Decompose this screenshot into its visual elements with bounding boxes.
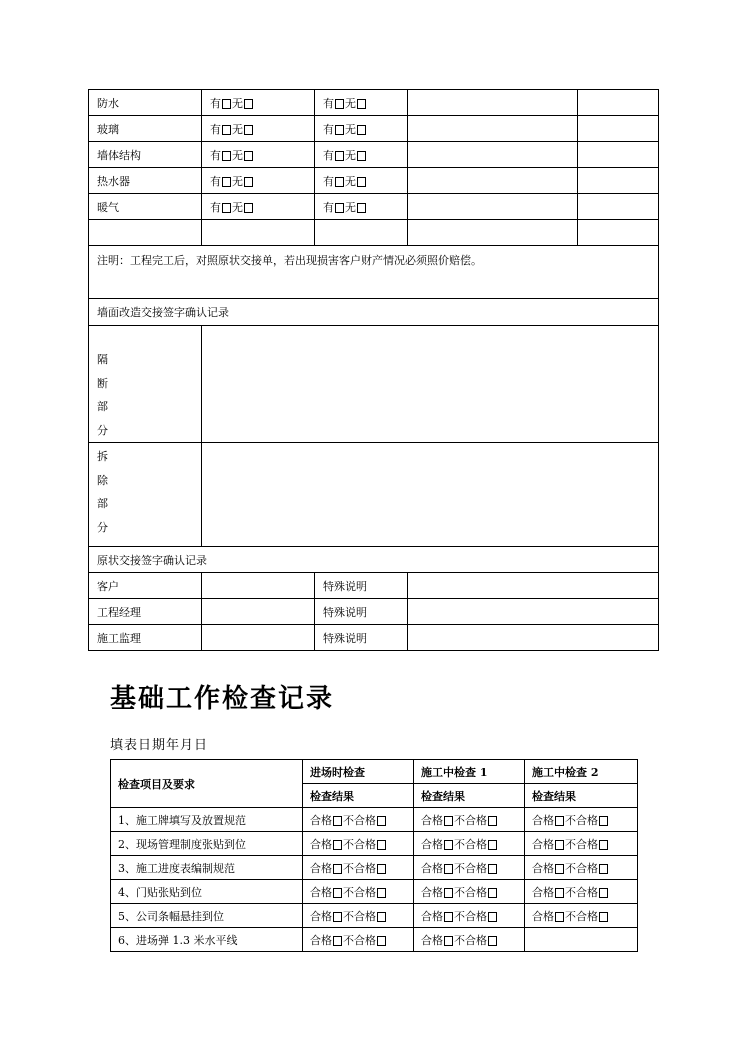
checkbox[interactable]	[444, 840, 453, 850]
checkbox[interactable]	[488, 816, 497, 826]
checkbox[interactable]	[335, 203, 344, 213]
section-row	[89, 299, 659, 326]
check-cell: 有 无	[202, 90, 315, 116]
blank-cell[interactable]	[578, 116, 659, 142]
item-name: 热水器	[89, 168, 202, 194]
demolition-content[interactable]	[202, 443, 659, 547]
result-header: 检查结果	[525, 784, 638, 808]
check-cell: 有 无	[315, 116, 408, 142]
blank-cell[interactable]	[408, 194, 578, 220]
page-title: 基础工作检查记录	[110, 684, 335, 714]
result-cell: 合格 不合格	[414, 880, 525, 904]
result-cell: 合格 不合格	[303, 880, 414, 904]
table-row	[111, 808, 638, 832]
checkbox[interactable]	[222, 125, 231, 135]
checkbox[interactable]	[333, 840, 342, 850]
blank-cell[interactable]	[202, 220, 315, 246]
mid-check-2-header: 施工中检查 2	[525, 760, 638, 784]
item-name: 玻璃	[89, 116, 202, 142]
checkbox[interactable]	[555, 912, 564, 922]
table-row	[89, 168, 659, 194]
check-cell: 有 无	[315, 142, 408, 168]
remark-label: 特殊说明	[315, 573, 408, 599]
result-cell: 合格 不合格	[303, 808, 414, 832]
table-row	[111, 928, 638, 952]
checkbox[interactable]	[444, 936, 453, 946]
result-cell: 合格 不合格	[525, 832, 638, 856]
signer-role: 工程经理	[89, 599, 202, 625]
checkbox[interactable]	[488, 840, 497, 850]
table-row	[89, 194, 659, 220]
result-cell: 合格 不合格	[414, 904, 525, 928]
inspection-item: 6、进场弹 1.3 米水平线	[111, 928, 303, 952]
wall-record-title: 墙面改造交接签字确认记录	[89, 299, 659, 326]
checkbox[interactable]	[335, 177, 344, 187]
checkbox[interactable]	[444, 816, 453, 826]
demolition-row	[89, 443, 659, 547]
blank-cell[interactable]	[408, 90, 578, 116]
checkbox[interactable]	[335, 125, 344, 135]
checkbox[interactable]	[335, 151, 344, 161]
checkbox[interactable]	[444, 912, 453, 922]
signature-cell[interactable]	[202, 599, 315, 625]
inspection-item: 2、现场管理制度张贴到位	[111, 832, 303, 856]
item-header: 检查项目及要求	[111, 760, 303, 808]
checkbox[interactable]	[599, 840, 608, 850]
table-row	[89, 142, 659, 168]
checkbox[interactable]	[599, 888, 608, 898]
checkbox[interactable]	[333, 888, 342, 898]
partition-label: 隔 断 部 分	[89, 326, 202, 443]
table-row	[111, 904, 638, 928]
check-cell: 有 无	[202, 116, 315, 142]
blank-cell[interactable]	[315, 220, 408, 246]
blank-cell[interactable]	[408, 220, 578, 246]
checkbox[interactable]	[377, 864, 386, 874]
checkbox[interactable]	[488, 936, 497, 946]
checkbox[interactable]	[488, 912, 497, 922]
original-record-title: 原状交接签字确认记录	[89, 547, 659, 573]
checkbox[interactable]	[244, 125, 253, 135]
checkbox[interactable]	[333, 864, 342, 874]
blank-cell[interactable]	[578, 194, 659, 220]
check-cell: 有 无	[202, 142, 315, 168]
checkbox[interactable]	[222, 177, 231, 187]
check-cell: 有 无	[315, 194, 408, 220]
checkbox[interactable]	[333, 936, 342, 946]
blank-cell[interactable]	[408, 142, 578, 168]
result-cell: 合格 不合格	[414, 928, 525, 952]
checkbox[interactable]	[244, 203, 253, 213]
checkbox[interactable]	[377, 912, 386, 922]
inspection-item: 3、施工进度表编制规范	[111, 856, 303, 880]
table-row	[89, 90, 659, 116]
checkbox[interactable]	[222, 151, 231, 161]
check-cell: 有 无	[202, 168, 315, 194]
result-cell: 合格 不合格	[525, 880, 638, 904]
result-cell: 合格 不合格	[525, 856, 638, 880]
blank-cell[interactable]	[408, 116, 578, 142]
result-cell: 合格 不合格	[414, 832, 525, 856]
result-cell: 合格 不合格	[303, 832, 414, 856]
checkbox[interactable]	[599, 816, 608, 826]
fill-date-label: 填表日期年月日	[110, 738, 209, 753]
check-cell: 有 无	[202, 194, 315, 220]
checkbox[interactable]	[244, 151, 253, 161]
result-cell: 合格 不合格	[303, 856, 414, 880]
checkbox[interactable]	[357, 151, 366, 161]
blank-cell[interactable]	[525, 928, 638, 952]
blank-cell[interactable]	[578, 168, 659, 194]
result-header: 检查结果	[303, 784, 414, 808]
blank-cell[interactable]	[408, 168, 578, 194]
result-cell: 合格 不合格	[414, 808, 525, 832]
note-row	[89, 246, 659, 299]
mid-check-1-header: 施工中检查 1	[414, 760, 525, 784]
result-cell: 合格 不合格	[303, 928, 414, 952]
inspection-item: 1、施工牌填写及放置规范	[111, 808, 303, 832]
checkbox[interactable]	[357, 99, 366, 109]
signer-row	[89, 573, 659, 599]
checkbox[interactable]	[599, 912, 608, 922]
inspection-item: 5、公司条幅悬挂到位	[111, 904, 303, 928]
checkbox[interactable]	[357, 177, 366, 187]
item-name: 防水	[89, 90, 202, 116]
check-cell: 有 无	[315, 168, 408, 194]
result-cell: 合格 不合格	[414, 856, 525, 880]
checkbox[interactable]	[377, 936, 386, 946]
demolition-label: 拆 除 部 分	[89, 443, 202, 547]
table-row	[111, 832, 638, 856]
table-row	[111, 880, 638, 904]
signature-cell[interactable]	[202, 625, 315, 651]
note-text: 注明：工程完工后，对照原状交接单，若出现损害客户财产情况必须照价赔偿。	[89, 246, 659, 299]
blank-cell[interactable]	[578, 142, 659, 168]
checkbox[interactable]	[555, 864, 564, 874]
remark-cell[interactable]	[408, 625, 659, 651]
remark-cell[interactable]	[408, 573, 659, 599]
table-row	[89, 220, 659, 246]
checkbox[interactable]	[599, 864, 608, 874]
check-cell: 有 无	[315, 90, 408, 116]
inspection-item: 4、门贴张贴到位	[111, 880, 303, 904]
result-cell: 合格 不合格	[525, 904, 638, 928]
signer-row	[89, 599, 659, 625]
table-row	[89, 116, 659, 142]
checkbox[interactable]	[222, 203, 231, 213]
checkbox[interactable]	[555, 840, 564, 850]
checkbox[interactable]	[244, 99, 253, 109]
remark-label: 特殊说明	[315, 625, 408, 651]
checkbox[interactable]	[488, 888, 497, 898]
checkbox[interactable]	[555, 816, 564, 826]
blank-cell[interactable]	[89, 220, 202, 246]
checkbox[interactable]	[377, 816, 386, 826]
remark-label: 特殊说明	[315, 599, 408, 625]
checkbox[interactable]	[444, 888, 453, 898]
blank-cell[interactable]	[578, 220, 659, 246]
result-cell: 合格 不合格	[303, 904, 414, 928]
checkbox[interactable]	[444, 864, 453, 874]
checkbox[interactable]	[488, 864, 497, 874]
blank-cell[interactable]	[578, 90, 659, 116]
checkbox[interactable]	[333, 912, 342, 922]
table-row	[111, 856, 638, 880]
checkbox[interactable]	[555, 888, 564, 898]
section-row	[89, 547, 659, 573]
checkbox[interactable]	[357, 203, 366, 213]
header-row	[111, 760, 638, 784]
signer-role: 施工监理	[89, 625, 202, 651]
checkbox[interactable]	[377, 888, 386, 898]
signer-row	[89, 625, 659, 651]
checkbox[interactable]	[335, 99, 344, 109]
item-name: 墙体结构	[89, 142, 202, 168]
signature-cell[interactable]	[202, 573, 315, 599]
checkbox[interactable]	[333, 816, 342, 826]
item-name: 暖气	[89, 194, 202, 220]
checkbox[interactable]	[377, 840, 386, 850]
result-cell: 合格 不合格	[525, 808, 638, 832]
checkbox[interactable]	[222, 99, 231, 109]
handover-table	[88, 89, 659, 651]
checkbox[interactable]	[357, 125, 366, 135]
result-header: 检查结果	[414, 784, 525, 808]
partition-row	[89, 326, 659, 443]
inspection-table	[110, 759, 638, 952]
partition-content[interactable]	[202, 326, 659, 443]
checkbox[interactable]	[244, 177, 253, 187]
remark-cell[interactable]	[408, 599, 659, 625]
entry-check-header: 进场时检查	[303, 760, 414, 784]
signer-role: 客户	[89, 573, 202, 599]
